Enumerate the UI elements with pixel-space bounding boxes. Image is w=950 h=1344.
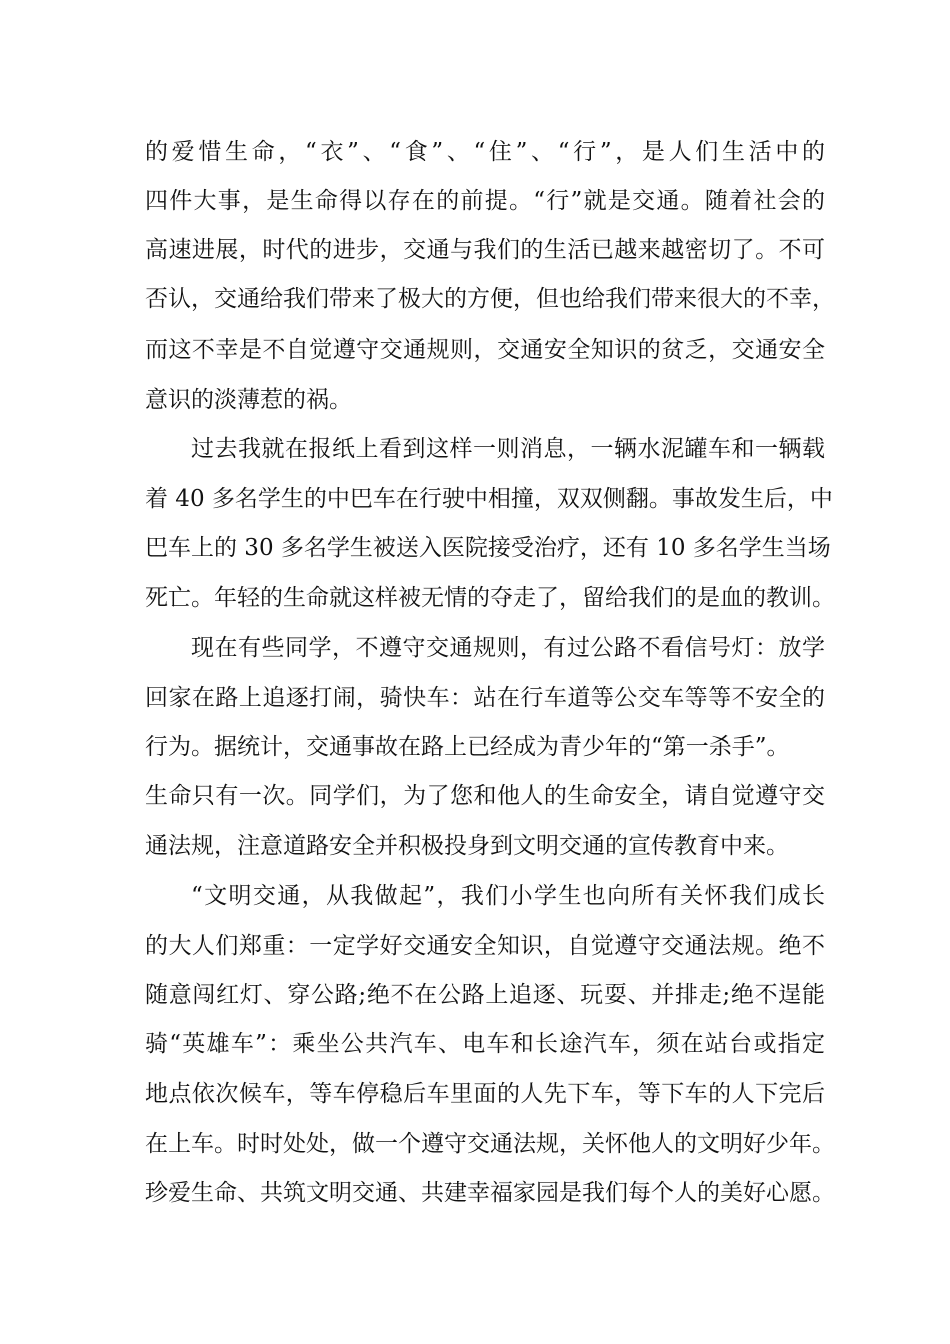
paragraph-line: 着 40 多名学生的中巴车在行驶中相撞，双双侧翻。事故发生后，中 (145, 486, 833, 512)
paragraph-line: 现在有些同学，不遵守交通规则，有过公路不看信号灯：放学 (191, 635, 825, 661)
paragraph-line: 回家在路上追逐打闹，骑快车：站在行车道等公交车等等不安全的 (145, 685, 825, 711)
paragraph-line: 意识的淡薄惹的祸。 (145, 387, 352, 413)
paragraph-line: 随意闯红灯、穿公路;绝不在公路上追逐、玩耍、并排走;绝不逞能 (145, 982, 825, 1008)
paragraph-line: 而这不幸是不自觉遵守交通规则，交通安全知识的贫乏，交通安全 (145, 337, 825, 363)
paragraph-line: 通法规，注意道路安全并积极投身到文明交通的宣传教育中来。 (145, 833, 789, 859)
paragraph-line: 否认，交通给我们带来了极大的方便，但也给我们带来很大的不幸， (145, 286, 835, 312)
paragraph-line: 生命只有一次。同学们，为了您和他人的生命安全，请自觉遵守交 (145, 783, 825, 809)
paragraph-line: 死亡。年轻的生命就这样被无情的夺走了，留给我们的是血的教训。 (145, 585, 835, 611)
paragraph-line: 在上车。时时处处，做一个遵守交通法规，关怀他人的文明好少年。 (145, 1131, 835, 1157)
paragraph-line: 骑“英雄车”：乘坐公共汽车、电车和长途汽车，须在站台或指定 (145, 1031, 825, 1057)
paragraph-line: 珍爱生命、共筑文明交通、共建幸福家园是我们每个人的美好心愿。 (145, 1180, 835, 1206)
paragraph-line: 的爱惜生命，“衣”、“食”、“住”、“行”，是人们生活中的 (145, 139, 825, 165)
paragraph-line: “文明交通，从我做起”，我们小学生也向所有关怀我们成长 (191, 883, 825, 909)
paragraph-line: 巴车上的 30 多名学生被送入医院接受治疗，还有 10 多名学生当场 (145, 535, 831, 561)
paragraph-line: 高速进展，时代的进步，交通与我们的生活已越来越密切了。不可 (145, 237, 825, 263)
paragraph-line: 的大人们郑重：一定学好交通安全知识，自觉遵守交通法规。绝不 (145, 933, 825, 959)
paragraph-line: 地点依次候车，等车停稳后车里面的人先下车，等下车的人下完后 (145, 1081, 825, 1107)
paragraph-line: 行为。据统计，交通事故在路上已经成为青少年的“第一杀手”。 (145, 734, 790, 760)
paragraph-line: 过去我就在报纸上看到这样一则消息，一辆水泥罐车和一辆载 (191, 436, 825, 462)
paragraph-line: 四件大事，是生命得以存在的前提。“行”就是交通。随着社会的 (145, 188, 825, 214)
